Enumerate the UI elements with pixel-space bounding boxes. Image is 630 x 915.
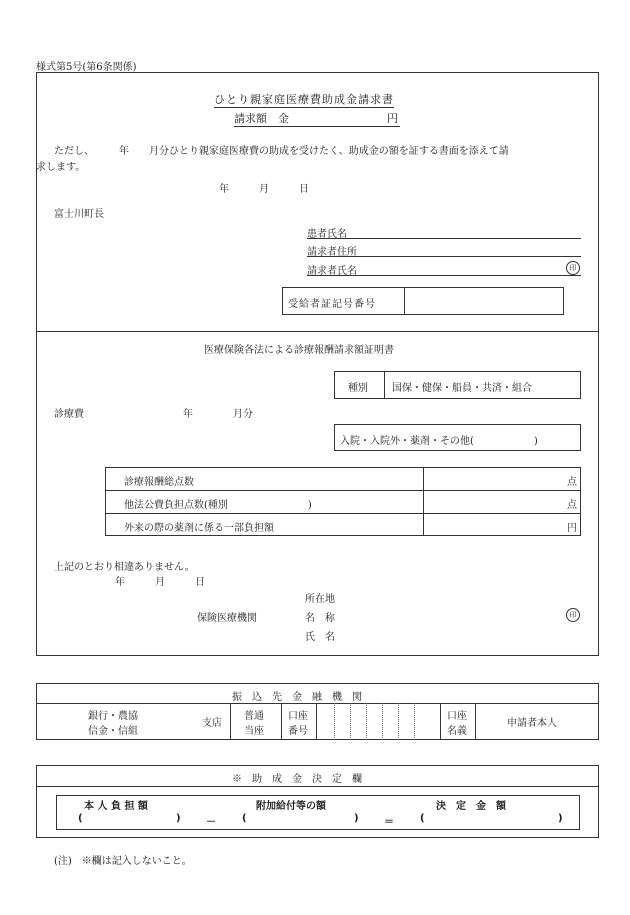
additional-field[interactable] <box>254 812 350 826</box>
fee-row-3-unit: 円 <box>567 523 577 534</box>
fee-row-3-label: 外来の際の薬剤に係る一部負担額 <box>124 523 274 534</box>
fee-label: 診療費 <box>54 409 84 420</box>
account-holder-label-2: 名義 <box>447 726 467 737</box>
footnote: (注) ※欄は記入しないこと。 <box>54 856 192 867</box>
patient-name-field[interactable] <box>307 238 581 239</box>
recipient-id-divider <box>404 287 405 315</box>
paren-close-2: ) <box>354 813 359 824</box>
recipient-id-field[interactable] <box>406 289 562 313</box>
paren-close-3: ) <box>558 813 563 824</box>
minus-sign: － <box>206 817 216 828</box>
bank-line-1[interactable]: 銀行・農協 <box>88 711 138 722</box>
requester-address-field[interactable] <box>307 256 581 257</box>
section-divider <box>36 331 599 332</box>
request-title: ひとり親家庭医療費助成金請求書 <box>214 93 394 106</box>
transfer-divider-5 <box>475 703 476 740</box>
fee-row-1-label: 診療報酬総点数 <box>124 477 194 488</box>
institution-seal: 印 <box>566 608 580 622</box>
recipient-id-label: 受給者証記号番号 <box>288 299 376 310</box>
request-date[interactable]: 年 月 日 <box>219 184 309 195</box>
fee-table-col-divider <box>423 467 424 536</box>
fee-row-1-value[interactable] <box>425 468 565 489</box>
requester-name-field[interactable] <box>307 275 581 276</box>
requester-name-label: 請求者氏名 <box>307 266 357 277</box>
patient-name-label: 患者氏名 <box>307 229 347 240</box>
paren-open-1: ( <box>78 813 83 824</box>
account-number-field[interactable] <box>317 704 439 739</box>
addressee: 富士川町長 <box>54 209 104 220</box>
request-amount-label: 請求額 金 <box>234 112 289 125</box>
kind-divider <box>384 371 385 399</box>
fee-row-2-label: 他法公費負担点数(種別 ) <box>124 500 312 511</box>
transfer-title: 振 込 先 金 融 機 関 <box>232 692 362 703</box>
person-name-label: 氏 名 <box>305 632 335 643</box>
account-type-line-2[interactable]: 当座 <box>244 726 264 737</box>
request-amount-unit: 円 <box>387 112 398 125</box>
fee-row-3-value[interactable] <box>425 514 565 535</box>
requester-seal: 印 <box>566 261 580 275</box>
fee-row-2-value[interactable] <box>425 491 565 512</box>
decision-col-self-burden: 本 人 負 担 額 <box>84 801 148 812</box>
decision-title: ※ 助 成 金 決 定 欄 <box>232 774 362 785</box>
form-number: 様式第5号(第6条関係) <box>36 62 137 73</box>
statement: 上記のとおり相違ありません。 <box>54 562 195 573</box>
account-number-label-2: 番号 <box>288 726 308 737</box>
paren-open-2: ( <box>242 813 247 824</box>
paren-open-3: ( <box>420 813 425 824</box>
bank-line-2[interactable]: 信金・信組 <box>88 726 138 737</box>
transfer-divider-2 <box>281 703 282 740</box>
certificate-date[interactable]: 年 月 日 <box>115 577 205 588</box>
fee-row-2-unit: 点 <box>567 500 577 511</box>
kind-label: 種別 <box>348 383 368 394</box>
decision-header-divider <box>36 786 599 787</box>
request-body-line1: ただし、 年 月分ひとり親家庭医療費の助成を受けたく、助成金の額を証する書面を添えて請 <box>54 146 509 157</box>
requester-address-label: 請求者住所 <box>307 247 357 258</box>
paren-close-1: ) <box>176 813 181 824</box>
decision-col-decided: 決 定 金 額 <box>436 801 506 812</box>
account-type-line-1[interactable]: 普通 <box>244 711 264 722</box>
transfer-divider-4 <box>440 703 441 740</box>
institution-label: 保険医療機関 <box>197 613 257 624</box>
account-number-label-1: 口座 <box>288 711 308 722</box>
service-options[interactable]: 入院・入院外・薬剤・その他( ) <box>340 436 538 447</box>
request-amount[interactable] <box>234 110 400 127</box>
account-holder-value: 申請者本人 <box>507 718 557 729</box>
decision-col-additional: 附加給付等の額 <box>256 801 326 812</box>
self-burden-field[interactable] <box>90 812 172 826</box>
kind-options[interactable]: 国保・健保・船員・共済・組合 <box>392 383 532 394</box>
certificate-title: 医療保険各法による診療報酬請求額証明書 <box>204 345 394 356</box>
equals-sign: ＝ <box>384 817 394 828</box>
account-holder-label-1: 口座 <box>447 711 467 722</box>
location-label: 所在地 <box>305 594 335 605</box>
decided-amount-field[interactable] <box>432 812 554 826</box>
transfer-divider-1 <box>230 703 231 740</box>
fee-period[interactable]: 年 月分 <box>183 409 253 420</box>
branch-label: 支店 <box>202 718 222 729</box>
institution-name-label: 名 称 <box>305 613 335 624</box>
request-body-line2: 求します。 <box>36 162 86 173</box>
fee-row-1-unit: 点 <box>567 477 577 488</box>
